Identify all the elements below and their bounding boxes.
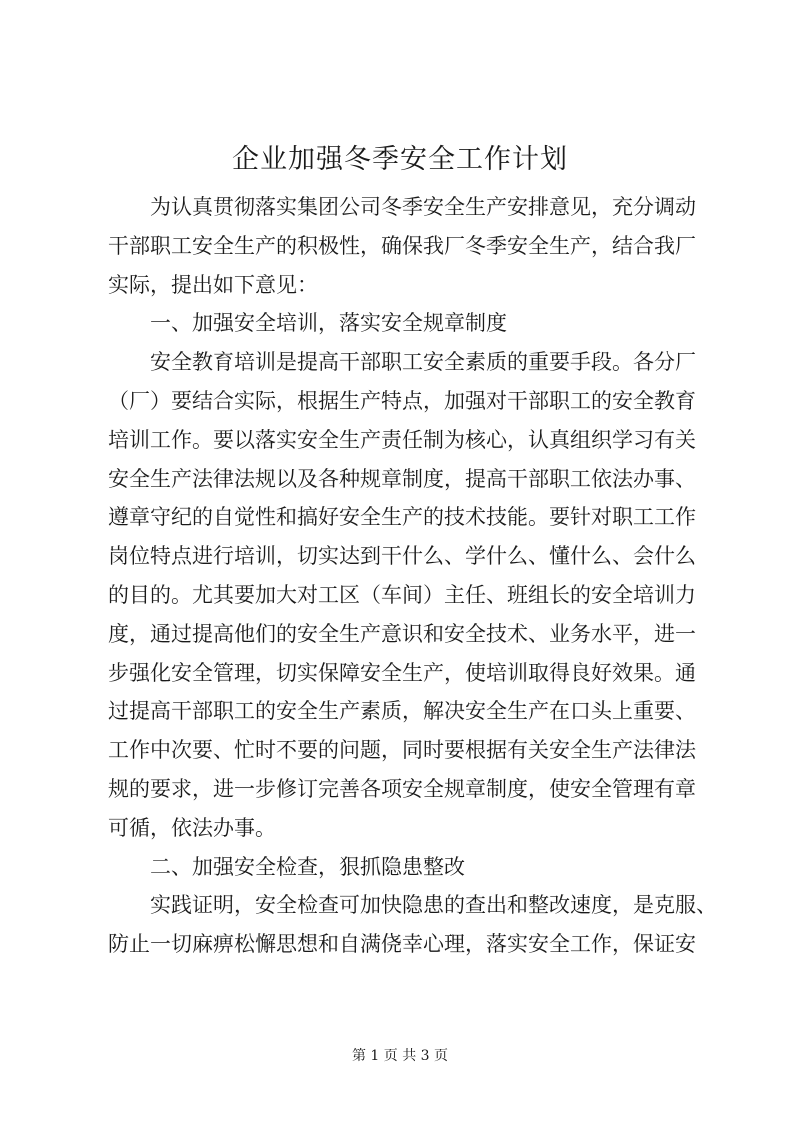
paragraph-line: 工作中次要、忙时不要的问题，同时要根据有关安全生产法律法 bbox=[108, 738, 696, 763]
paragraph-line: 可循，依法办事。 bbox=[108, 815, 276, 840]
paragraph-line: 过提高干部职工的安全生产素质，解决安全生产在口头上重要、 bbox=[108, 699, 696, 724]
paragraph-line: 岗位特点进行培训，切实达到干什么、学什么、懂什么、会什么 bbox=[108, 544, 696, 569]
paragraph-line: 安全生产法律法规以及各种规章制度，提高干部职工依法办事、 bbox=[108, 466, 696, 491]
section-heading: 一、加强安全培训，落实安全规章制度 bbox=[150, 311, 507, 336]
paragraph-line: 步强化安全管理，切实保障安全生产，使培训取得良好效果。通 bbox=[108, 660, 696, 685]
paragraph-line: 安全教育培训是提高干部职工安全素质的重要手段。各分厂 bbox=[150, 350, 696, 375]
paragraph-line: 培训工作。要以落实安全生产责任制为核心，认真组织学习有关 bbox=[108, 427, 696, 452]
paragraph-line: 防止一切麻痹松懈思想和自满侥幸心理，落实安全工作，保证安 bbox=[108, 932, 696, 957]
paragraph-line: 的目的。尤其要加大对工区（车间）主任、班组长的安全培训力 bbox=[108, 582, 696, 607]
paragraph-line: 实际，提出如下意见： bbox=[108, 272, 318, 297]
page-footer: 第 1 页 共 3 页 bbox=[351, 1048, 449, 1064]
section-heading: 二、加强安全检查，狠抓隐患整改 bbox=[150, 854, 465, 879]
paragraph-line: 度，通过提高他们的安全生产意识和安全技术、业务水平，进一 bbox=[108, 621, 696, 646]
paragraph-line: 规的要求，进一步修订完善各项安全规章制度，使安全管理有章 bbox=[108, 776, 696, 801]
paragraph-line: 为认真贯彻落实集团公司冬季安全生产安排意见，充分调动 bbox=[150, 195, 696, 219]
paragraph-line: 实践证明，安全检查可加快隐患的查出和整改速度，是克服、 bbox=[150, 893, 717, 918]
paragraph-line: （厂）要结合实际，根据生产特点，加强对干部职工的安全教育 bbox=[108, 388, 696, 413]
document-title: 企业加强冬季安全工作计划 bbox=[232, 144, 568, 175]
document-body bbox=[108, 188, 717, 964]
paragraph-line: 遵章守纪的自觉性和搞好安全生产的技术技能。要针对职工工作 bbox=[108, 505, 696, 530]
paragraph-line: 干部职工安全生产的积极性，确保我厂冬季安全生产，结合我厂 bbox=[108, 233, 696, 258]
